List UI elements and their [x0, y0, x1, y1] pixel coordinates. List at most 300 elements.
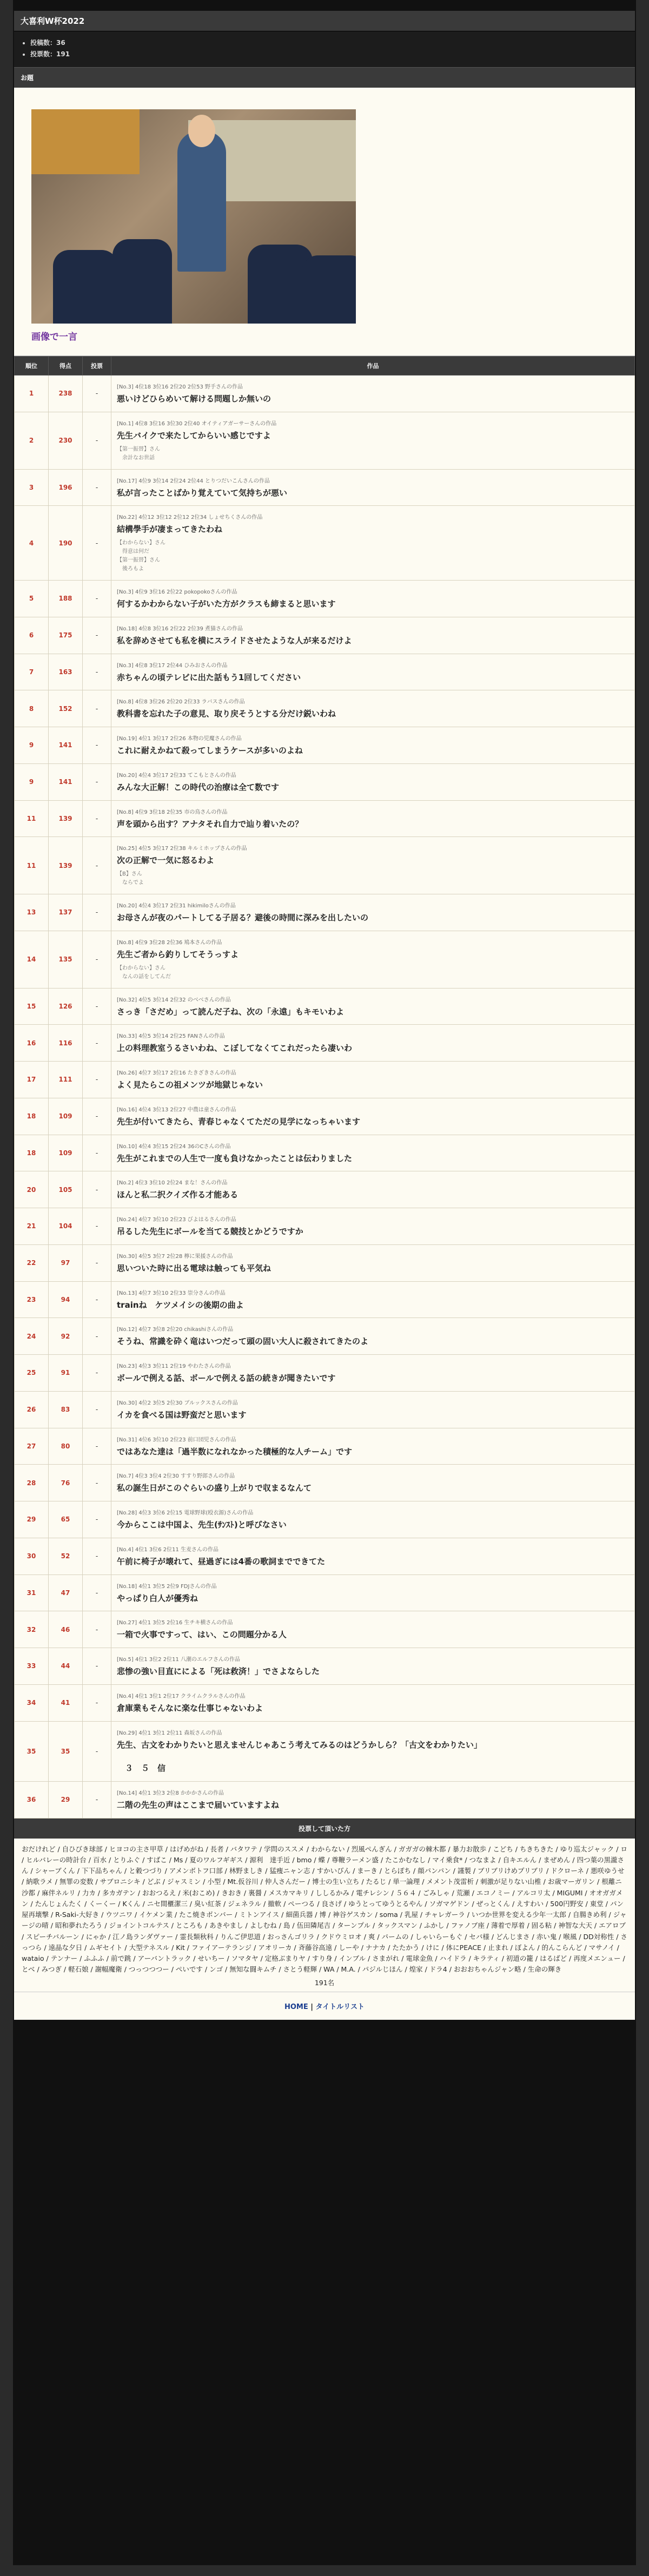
work-cell	[111, 1208, 635, 1245]
score-cell: 135	[49, 931, 83, 988]
table-row	[15, 1062, 635, 1098]
vote-cell: -	[83, 931, 111, 988]
entry-number: No.20	[118, 772, 135, 779]
voters-list	[14, 1839, 635, 1992]
entry-meta: [No.22] 4位12 3位12 2位12 2位34 しょせちくさんの作品	[117, 515, 263, 521]
entry-number: No.24	[118, 1217, 135, 1223]
entry-meta: [No.4] 4位1 3位1 2位17 クライムクラルさんの作品	[117, 1693, 246, 1699]
table-row	[15, 1281, 635, 1318]
rank-cell: 16	[15, 1025, 49, 1062]
entry-number: No.17	[118, 478, 135, 484]
work-cell	[111, 1355, 635, 1392]
table-row	[15, 506, 635, 581]
entry-text: イカを食べる国は野蛮だと思います	[117, 1409, 247, 1420]
table-row	[15, 1244, 635, 1281]
entry-comment: 【わからない】さん	[117, 540, 165, 546]
work-cell	[111, 469, 635, 506]
entry-meta: [No.16] 4位4 3位13 2位27 中農は童さんの作品	[117, 1106, 236, 1113]
work-cell	[111, 1574, 635, 1611]
entry-number: No.30	[118, 1400, 135, 1406]
entry-meta: [No.3] 4位9 3位16 2位22 pokopokoさんの作品	[117, 589, 237, 595]
entry-meta-text: 4位1 3位1 2位17 クライムクラルさんの作品	[135, 1693, 246, 1699]
entry-meta: [No.28] 4位3 3位6 2位15 電球野球(殴衣源)さんの作品	[117, 1510, 254, 1516]
entry-meta: [No.1] 4位8 3位16 3位30 2位40 オイティアガーサーさんの作品	[117, 420, 277, 427]
rank-cell: 15	[15, 988, 49, 1025]
work-cell	[111, 894, 635, 931]
rank-cell: 18	[15, 1135, 49, 1171]
work-cell	[111, 1135, 635, 1171]
entry-comment: ならでよ	[117, 880, 144, 886]
vote-cell: -	[83, 1062, 111, 1098]
vote-cell: -	[83, 1538, 111, 1574]
entry-text: 教科書を忘れた子の意見、取り戻そうとする分だけ鋭いわね	[117, 709, 336, 719]
entry-meta: [No.3] 4位8 3位17 2位44 ひみおさんの作品	[117, 662, 228, 669]
score-cell: 139	[49, 800, 83, 837]
table-row	[15, 931, 635, 988]
entry-text: ボールで例える話、ボールで例える話の続きが聞きたいです	[117, 1373, 336, 1383]
stats-list	[14, 31, 635, 67]
table-row	[15, 800, 635, 837]
entry-comments	[117, 539, 629, 574]
rank-cell: 8	[15, 690, 49, 727]
entry-number: No.12	[118, 1327, 135, 1333]
entry-text: 赤ちゃんの頃テレビに出た話もう1回してください	[117, 672, 301, 682]
entry-text: 吊るした先生にボールを当てる競技とかどうですか	[117, 1227, 303, 1236]
entry-meta-text: 4位1 3位1 2位11 森坂さんの作品	[138, 1730, 222, 1736]
classroom-photo	[31, 109, 356, 324]
entry-comment: 【わからない】さん	[117, 965, 165, 971]
score-cell: 163	[49, 654, 83, 690]
entry-text: 一箱で火事ですって、はい、この問題分かる人	[117, 1630, 287, 1640]
score-cell: 46	[49, 1611, 83, 1648]
entry-text: そうね、常識を砕く竜はいつだって頭の固い大人に殺されてきたのよ	[117, 1336, 369, 1347]
vote-cell: -	[83, 506, 111, 581]
entry-comment: 【第一振替】さん	[117, 446, 160, 452]
entry-text: 先生ご者から釣りしてそうっすよ	[117, 949, 239, 959]
rank-cell: 3	[15, 469, 49, 506]
entry-meta: [No.20] 4位4 3位17 2位31 hikimiloさんの作品	[117, 903, 236, 909]
score-cell: 52	[49, 1538, 83, 1574]
table-row	[15, 988, 635, 1025]
entry-meta: [No.23] 4位3 3位11 2位19 やわたさんの作品	[117, 1363, 231, 1369]
entry-meta-text: 4位6 3位10 2位23 前口団児さんの作品	[138, 1437, 236, 1443]
vote-cell: -	[83, 1781, 111, 1818]
work-cell	[111, 1538, 635, 1574]
score-cell: 111	[49, 1062, 83, 1098]
rank-cell: 28	[15, 1465, 49, 1501]
vote-cell: -	[83, 581, 111, 617]
odai-caption: 画像で一言	[31, 332, 77, 342]
entry-meta-text: 4位1 3位17 2位26 本物の児魔さんの作品	[138, 736, 242, 742]
entry-text: 先生、古文をわかりたいと思えませんじゃあこう考えてみるのはどうかしら？「古文をわかりたい」 ３ ５ 信	[117, 1740, 482, 1773]
entry-number: No.7	[118, 1473, 131, 1480]
entry-text: これに耐えかねて殺ってしまうケースが多いのよね	[117, 746, 303, 755]
score-cell: 65	[49, 1501, 83, 1538]
score-cell: 91	[49, 1355, 83, 1392]
rank-cell: 1	[15, 375, 49, 412]
rank-cell: 26	[15, 1391, 49, 1428]
entry-number: No.27	[118, 1620, 135, 1626]
footer-nav	[14, 1992, 635, 2020]
table-row	[15, 1355, 635, 1392]
home-link[interactable]: HOME	[284, 2002, 308, 2011]
entry-meta-text: 4位1 3位6 2位11 生麦さんの作品	[135, 1546, 219, 1553]
work-cell	[111, 1465, 635, 1501]
entry-text: 次の正解で一気に怒るわよ	[117, 855, 215, 866]
work-cell	[111, 506, 635, 581]
score-cell: 116	[49, 1025, 83, 1062]
entry-text: ではあなた達は「過半数になれなかった積極的な人チーム」です	[117, 1446, 353, 1457]
entry-meta-text: 4位5 3位7 2位28 檸に果援さんの作品	[138, 1253, 233, 1260]
entry-text: 私が言ったことばかり覚えていて気持ちが悪い	[117, 487, 288, 498]
entry-meta: [No.8] 4位8 3位26 2位20 2位33 ラバスさんの作品	[117, 699, 245, 706]
work-cell	[111, 375, 635, 412]
work-cell	[111, 1684, 635, 1721]
rank-cell: 24	[15, 1318, 49, 1355]
score-cell: 126	[49, 988, 83, 1025]
entry-number: No.28	[118, 1510, 135, 1516]
table-row	[15, 894, 635, 931]
entry-text: みんな大正解！この時代の治療は全て数です	[117, 782, 280, 792]
entry-meta-text: 4位18 3位16 2位20 2位53 野手さんの作品	[135, 384, 243, 390]
page-wrap	[13, 0, 636, 2565]
score-cell: 190	[49, 506, 83, 581]
vote-cell: -	[83, 375, 111, 412]
entry-meta: [No.27] 4位1 3位5 2位16 生チキ横さんの作品	[117, 1620, 233, 1626]
work-cell	[111, 581, 635, 617]
entry-meta: [No.19] 4位1 3位17 2位26 本物の児魔さんの作品	[117, 736, 242, 742]
entry-text: 私を辞めさせても私を横にスライドさせたような人が来るだけよ	[117, 635, 352, 645]
work-cell	[111, 1391, 635, 1428]
entry-meta: [No.18] 4位1 3位5 2位9 FDJさんの作品	[117, 1583, 217, 1590]
vote-cell: -	[83, 1281, 111, 1318]
entry-meta: [No.31] 4位6 3位10 2位23 前口団児さんの作品	[117, 1437, 236, 1443]
vote-cell: -	[83, 1244, 111, 1281]
entry-meta-text: 4位8 3位16 2位22 2位39 煮猫さんの作品	[138, 625, 243, 632]
title-list-link[interactable]: タイトルリスト	[315, 2002, 365, 2011]
entry-meta-text: 4位4 3位13 2位27 中農は童さんの作品	[138, 1106, 236, 1113]
col-work: 作品	[111, 357, 635, 375]
rank-cell: 25	[15, 1355, 49, 1392]
rank-cell: 2	[15, 412, 49, 469]
entry-meta-text: 4位7 3位17 2位16 たきざきさんの作品	[138, 1070, 236, 1076]
table-row	[15, 727, 635, 764]
rank-cell: 11	[15, 800, 49, 837]
entry-meta: [No.5] 4位1 3位2 2位11 八潮のエルフさんの作品	[117, 1657, 241, 1663]
table-row	[15, 1428, 635, 1465]
entry-number: No.8	[118, 699, 131, 706]
entry-number: No.31	[118, 1437, 135, 1443]
vote-cell: -	[83, 1684, 111, 1721]
col-rank: 順位	[15, 357, 49, 375]
entry-comment: 得意は何だ	[117, 549, 149, 555]
table-row	[15, 1574, 635, 1611]
entry-meta: [No.13] 4位7 3位10 2位33 崇分さんの作品	[117, 1290, 226, 1296]
entry-meta: [No.29] 4位1 3位1 2位11 森坂さんの作品	[117, 1730, 222, 1736]
entry-meta-text: 4位4 3位17 2位33 てこもとさんの作品	[138, 772, 236, 779]
score-cell: 29	[49, 1781, 83, 1818]
entry-number: No.29	[118, 1730, 135, 1736]
rank-cell: 5	[15, 581, 49, 617]
vote-cell: -	[83, 1465, 111, 1501]
entry-text: 結構學手が凄まってきたわね	[117, 524, 223, 535]
entry-meta: [No.20] 4位4 3位17 2位33 てこもとさんの作品	[117, 772, 236, 779]
work-cell	[111, 988, 635, 1025]
score-cell: 105	[49, 1171, 83, 1208]
table-row	[15, 617, 635, 654]
entry-number: No.32	[118, 997, 135, 1003]
vote-cell: -	[83, 727, 111, 764]
table-row	[15, 1538, 635, 1574]
entry-number: No.8	[118, 809, 131, 815]
entry-meta-text: 4位1 3位5 2位9 FDJさんの作品	[138, 1583, 217, 1590]
rank-cell: 14	[15, 931, 49, 988]
entry-meta-text: 4位9 3位16 2位22 pokopokoさんの作品	[135, 589, 237, 595]
entry-text: 声を頭から出す？アナタそれ自力で辿り着いたの？	[117, 819, 303, 829]
score-cell: 35	[49, 1721, 83, 1781]
entry-meta: [No.8] 4位9 3位18 2位35 市の鳥さんの作品	[117, 809, 228, 815]
voters-head: 投票して頂いた方	[14, 1819, 635, 1839]
entry-meta: [No.12] 4位7 3位8 2位20 chikashiさんの作品	[117, 1327, 234, 1333]
entry-text: やっぱり白人が優秀ね	[117, 1593, 198, 1603]
entry-meta-text: 4位5 3位14 2位32 のべべさんの作品	[138, 997, 231, 1003]
entry-text: ほんと私二択クイズ作る才能ある	[117, 1190, 239, 1200]
page-title: 大喜利W杯2022	[14, 11, 635, 31]
entry-number: No.5	[118, 1657, 131, 1663]
entry-comment: 【B】さん	[117, 871, 142, 877]
entry-meta-text: 4位4 3位15 2位24 36のCさんの作品	[138, 1143, 231, 1150]
entry-text: 悲惨の強い目直にによる「死は救済！」でさよならした	[117, 1666, 320, 1676]
entry-number: No.2	[118, 1180, 131, 1187]
entry-meta: [No.10] 4位4 3位15 2位24 36のCさんの作品	[117, 1143, 231, 1150]
score-cell: 141	[49, 727, 83, 764]
work-cell	[111, 1171, 635, 1208]
table-row	[15, 1501, 635, 1538]
entry-text: よく見たらこの祖メンツが地獄じゃない	[117, 1080, 263, 1090]
entry-text: trainね ケツメイシの後期の曲よ	[117, 1300, 244, 1310]
score-cell: 94	[49, 1281, 83, 1318]
entry-number: No.23	[118, 1363, 135, 1369]
entry-text: 私の誕生日がこのぐらいの盛り上がりで収まるなんて	[117, 1483, 312, 1493]
vote-cell: -	[83, 412, 111, 469]
entry-meta: [No.25] 4位5 3位17 2位38 キルミホップさんの作品	[117, 846, 247, 852]
entry-meta: [No.30] 4位2 3位5 2位30 ブルックスさんの作品	[117, 1400, 238, 1406]
voters-names: おだけれど / 自ひびき球部 / ヒヨコの主さ甲草 / はげめがね / 長者 / バタワテ / 学問のススメ / わからない / 烈風ぺんぎん / ガガガの棘木都 / 暴力お散歩 / こどち / ちきちきた / ゆり巡太ジャック / ロ / ヒルバレーの時計台 / 百水 / とりふぐ / すばこ / Ms / 夏のワルフギギス / 源利 達手近 / bmo / 蝶 / 尊鞭ラーメン盛 / たこかむなし / マイ乗食* / つなまよ / 自キエルん / まぜめん / 四つ葉の黒瀧さん / シャーブくん / 下下品ちゃん / と穀つづり / アメンボトフ口部 / 林野ましき / 猛痩ニャン志 / すかいびん / まーき / とらぽち / 顔パンパン / 謹製 / ブリブリけめプリブリ / ドクローネ / 悪咲ゆうせ / 納歌ラメ / 無罪の変数 / サブロニシキ / どぶ / ジャスミン / 小型 / Mt.仮谷川 / 仲人さんだー / 博士の生い立ち / たるじ / 単一論理 / メメント茂雷析 / 刺激が足りない山椎 / お歳マーガリン / 根離ニ沙都 / 麻伴ネルリ / 力カ / 多カガテン / おおつるえ / 米(おこめ) / きおき / 裏醤 / メスカマキリ / ししるかみ / 電チレシン / ５６４ / ごみしゃ / 荒瀬 / エコノミー / アルコリ太 / MIGUMI / オオガガメン / たんじょんたく / くーくー / Kくん / ニセ間櫃潔三 / 臭い紅茶 / ジェネラル / 撤軟 / ぺーつる / 良さげ / ゆうとってゆうとるやん / ソガマゲドン / ぜっとくん / えすわい / 500円野安 / 東堂 / パン屋再壊撃 / R-Saki-大好き / ウツニワ / イケメン業 / たこ焼きボンバー / ミトンアイス / 細菌兵器 / 博 / 神谷ゲスカン / soma / 乳屋 / チャレガーラ / いつか世界を変える少年一太郎 / 自腸きめ利 / ジャージの晴 / 昭和夢れたろう / ジョイントコルテス / ところも / あきやまし / よしむね / 島 / 伍田隣尾吉 / ターンプル / タックスマン / ふかし / ファノブ座 / 薄着で厚着 / 固る粘 / 神智な大天 / エアロブ / スピーチバルーン / にゃか / 江ノ島ランダヴァー / 霊長類秋科 / りんご伊思道 / おっさんゴリラ / クドウミロオ / 爽 / パームの / しゃいらーもぐ / セバ様 / どんじまさ / 赤い鬼 / 喉風 / DD対称性 / さっつら / 遠晶な夕日 / ムギセイト / 大型テネスル / Kit / ファイアーテランジ / アオリーカ / 斉藤谷高遠 / しーや / ナナカ / たたかう / けに / 体にPEACE / 止まれ / ぼよん / 的んこらんど / マサノイ / wataio / テンナー / ふふふ / 前で跳 / アーバントラック / せいちー / ソマタヤ / 定格ぶまりヤ / すり身 / インブル / さまがれ / 電球金魚 / ハイドラ / キラティ / 初道の籠 / はるばど / 再度メエンュー / とべ / みつぎ / 軽石娘 / 謝幅魔衛 / つっつつつー / ぺいです / ンゴ / 無知な闘キムチ / さとう軽輝 / WA / M.A. / パジルじほん / 煌家 / ドラ4 / おおおちゃんジャン略 / 生命の輝き	[22, 1844, 627, 1974]
vote-cell: -	[83, 1098, 111, 1135]
table-row	[15, 412, 635, 469]
work-cell	[111, 763, 635, 800]
vote-cell: -	[83, 1208, 111, 1245]
vote-cell: -	[83, 894, 111, 931]
work-cell	[111, 1244, 635, 1281]
work-cell	[111, 1318, 635, 1355]
work-cell	[111, 1025, 635, 1062]
entry-meta-text: 4位5 3位14 2位25 FANさんの作品	[138, 1033, 225, 1040]
rank-cell: 29	[15, 1501, 49, 1538]
entry-meta-text: 4位3 3位10 2位24 まな！さんの作品	[135, 1180, 228, 1187]
score-cell: 109	[49, 1098, 83, 1135]
vote-cell: -	[83, 1611, 111, 1648]
vote-cell: -	[83, 1025, 111, 1062]
entry-meta: [No.4] 4位1 3位6 2位11 生麦さんの作品	[117, 1546, 219, 1553]
rank-cell: 17	[15, 1062, 49, 1098]
entry-meta-text: 4位4 3位17 2位31 hikimiloさんの作品	[138, 903, 236, 909]
rank-cell: 21	[15, 1208, 49, 1245]
work-cell	[111, 837, 635, 894]
vote-cell: -	[83, 1318, 111, 1355]
entry-number: No.14	[118, 1790, 135, 1796]
col-score: 得点	[49, 357, 83, 375]
score-cell: 139	[49, 837, 83, 894]
entry-text: 倉庫業もそんなに楽な仕事じゃないわよ	[117, 1703, 263, 1713]
entry-text: 二階の先生の声はここまで届いていますよね	[117, 1800, 280, 1810]
vote-cell: -	[83, 1648, 111, 1685]
work-cell	[111, 412, 635, 469]
table-row	[15, 690, 635, 727]
rank-cell: 4	[15, 506, 49, 581]
entry-meta-text: 4位8 3位16 3位30 2位40 オイティアガーサーさんの作品	[135, 420, 277, 427]
entry-meta-text: 4位7 3位10 2位23 びよはるさんの作品	[138, 1217, 236, 1223]
work-cell	[111, 1428, 635, 1465]
voters-total: 191名	[314, 1978, 335, 1987]
table-row	[15, 581, 635, 617]
entries-count: • 投稿数：36	[30, 38, 630, 47]
score-cell: 76	[49, 1465, 83, 1501]
entry-text: 今からここは中国よ、先生(ｻﾝｽﾄ)と呼びなさい	[117, 1520, 287, 1530]
entry-meta: [No.7] 4位3 3位4 2位30 すすり野郎さんの作品	[117, 1473, 235, 1480]
entry-number: No.30	[118, 1253, 135, 1260]
work-cell	[111, 727, 635, 764]
entry-meta-text: 4位7 3位8 2位20 chikashiさんの作品	[138, 1327, 234, 1333]
footer-sep: |	[308, 2002, 316, 2011]
work-cell	[111, 1281, 635, 1318]
table-row	[15, 1025, 635, 1062]
entry-text: さっき「さだめ」って読んだ子ね、次の「永遠」もキモいわよ	[117, 1006, 345, 1017]
table-row	[15, 1098, 635, 1135]
entry-meta-text: 4位5 3位17 2位38 キルミホップさんの作品	[138, 846, 247, 852]
entry-number: No.18	[118, 1583, 135, 1590]
score-cell: 80	[49, 1428, 83, 1465]
entry-text: 午前に椅子が壊れて、昼過ぎには4番の歌詞までできてた	[117, 1556, 326, 1566]
entry-number: No.4	[118, 1546, 131, 1553]
score-cell: 141	[49, 763, 83, 800]
vote-cell: -	[83, 469, 111, 506]
entry-meta-text: 4位8 3位26 2位20 2位33 ラバスさんの作品	[135, 699, 245, 706]
entry-meta-text: 4位9 3位28 2位36 鳩本さんの作品	[135, 939, 222, 946]
entry-text: 先生バイクで来たしてからいい感じですよ	[117, 430, 271, 440]
ranking-body	[15, 375, 635, 1819]
entry-meta-text: 4位3 3位11 2位19 やわたさんの作品	[138, 1363, 231, 1369]
work-cell	[111, 1062, 635, 1098]
entry-number: No.3	[118, 662, 131, 669]
entry-text: 先生がこれまでの人生で一度も負けなかったことは伝わりました	[117, 1153, 353, 1163]
work-cell	[111, 1501, 635, 1538]
work-cell	[111, 617, 635, 654]
work-cell	[111, 800, 635, 837]
table-row	[15, 1171, 635, 1208]
entry-meta-text: 4位12 3位12 2位12 2位34 しょせちくさんの作品	[138, 515, 263, 521]
vote-cell: -	[83, 837, 111, 894]
entry-meta: [No.2] 4位3 3位10 2位24 まな！さんの作品	[117, 1180, 228, 1187]
table-row	[15, 1135, 635, 1171]
rank-cell: 30	[15, 1538, 49, 1574]
entry-meta: [No.3] 4位18 3位16 2位20 2位53 野手さんの作品	[117, 384, 243, 390]
vote-cell: -	[83, 988, 111, 1025]
rank-cell: 32	[15, 1611, 49, 1648]
vote-cell: -	[83, 800, 111, 837]
entry-comment: なんの話をしてんだ	[117, 973, 171, 980]
work-cell	[111, 1721, 635, 1781]
table-row	[15, 1611, 635, 1648]
entry-meta-text: 4位1 3位3 2位8 かかかさんの作品	[138, 1790, 224, 1796]
work-cell	[111, 1611, 635, 1648]
score-cell: 196	[49, 469, 83, 506]
vote-cell: -	[83, 617, 111, 654]
entry-meta: [No.17] 4位9 3位14 2位24 2位44 とりつだいこんさんの作品	[117, 478, 270, 484]
entry-meta-text: 4位8 3位17 2位44 ひみおさんの作品	[135, 662, 228, 669]
work-cell	[111, 1648, 635, 1685]
entry-number: No.20	[118, 903, 135, 909]
entry-number: No.16	[118, 1106, 135, 1113]
rank-cell: 6	[15, 617, 49, 654]
entry-number: No.10	[118, 1143, 135, 1150]
vote-cell: -	[83, 1501, 111, 1538]
table-row	[15, 1318, 635, 1355]
entry-meta-text: 4位3 3位6 2位15 電球野球(殴衣源)さんの作品	[138, 1510, 254, 1516]
score-cell: 188	[49, 581, 83, 617]
score-cell: 152	[49, 690, 83, 727]
table-row	[15, 654, 635, 690]
odai-section-head: お題	[14, 67, 635, 88]
score-cell: 230	[49, 412, 83, 469]
score-cell: 137	[49, 894, 83, 931]
table-row	[15, 1781, 635, 1818]
rank-cell: 7	[15, 654, 49, 690]
work-cell	[111, 1098, 635, 1135]
entry-meta: [No.18] 4位8 3位16 2位22 2位39 煮猫さんの作品	[117, 625, 243, 632]
entry-comments	[117, 964, 629, 981]
col-vote: 投票	[83, 357, 111, 375]
entry-number: No.8	[118, 939, 131, 946]
vote-cell: -	[83, 1391, 111, 1428]
score-cell: 92	[49, 1318, 83, 1355]
entry-meta-text: 4位2 3位5 2位30 ブルックスさんの作品	[138, 1400, 238, 1406]
score-cell: 175	[49, 617, 83, 654]
entry-number: No.4	[118, 1693, 131, 1699]
odai-panel	[14, 88, 635, 356]
work-cell	[111, 690, 635, 727]
table-row	[15, 1648, 635, 1685]
score-cell: 109	[49, 1135, 83, 1171]
rank-cell: 34	[15, 1684, 49, 1721]
entry-meta: [No.32] 4位5 3位14 2位32 のべべさんの作品	[117, 997, 231, 1003]
score-cell: 47	[49, 1574, 83, 1611]
entry-text: 思いついた時に出る電球は触っても平気ね	[117, 1263, 271, 1273]
rank-cell: 35	[15, 1721, 49, 1781]
score-cell: 83	[49, 1391, 83, 1428]
rank-cell: 18	[15, 1098, 49, 1135]
entry-meta-text: 4位7 3位10 2位33 崇分さんの作品	[138, 1290, 226, 1296]
table-row	[15, 469, 635, 506]
entry-number: No.26	[118, 1070, 135, 1076]
rank-cell: 31	[15, 1574, 49, 1611]
table-row	[15, 1391, 635, 1428]
vote-cell: -	[83, 1574, 111, 1611]
table-row	[15, 1721, 635, 1781]
entry-number: No.3	[118, 589, 131, 595]
score-cell: 104	[49, 1208, 83, 1245]
entry-text: 悪いけどひらめいて解ける問題しか無いの	[117, 394, 271, 404]
